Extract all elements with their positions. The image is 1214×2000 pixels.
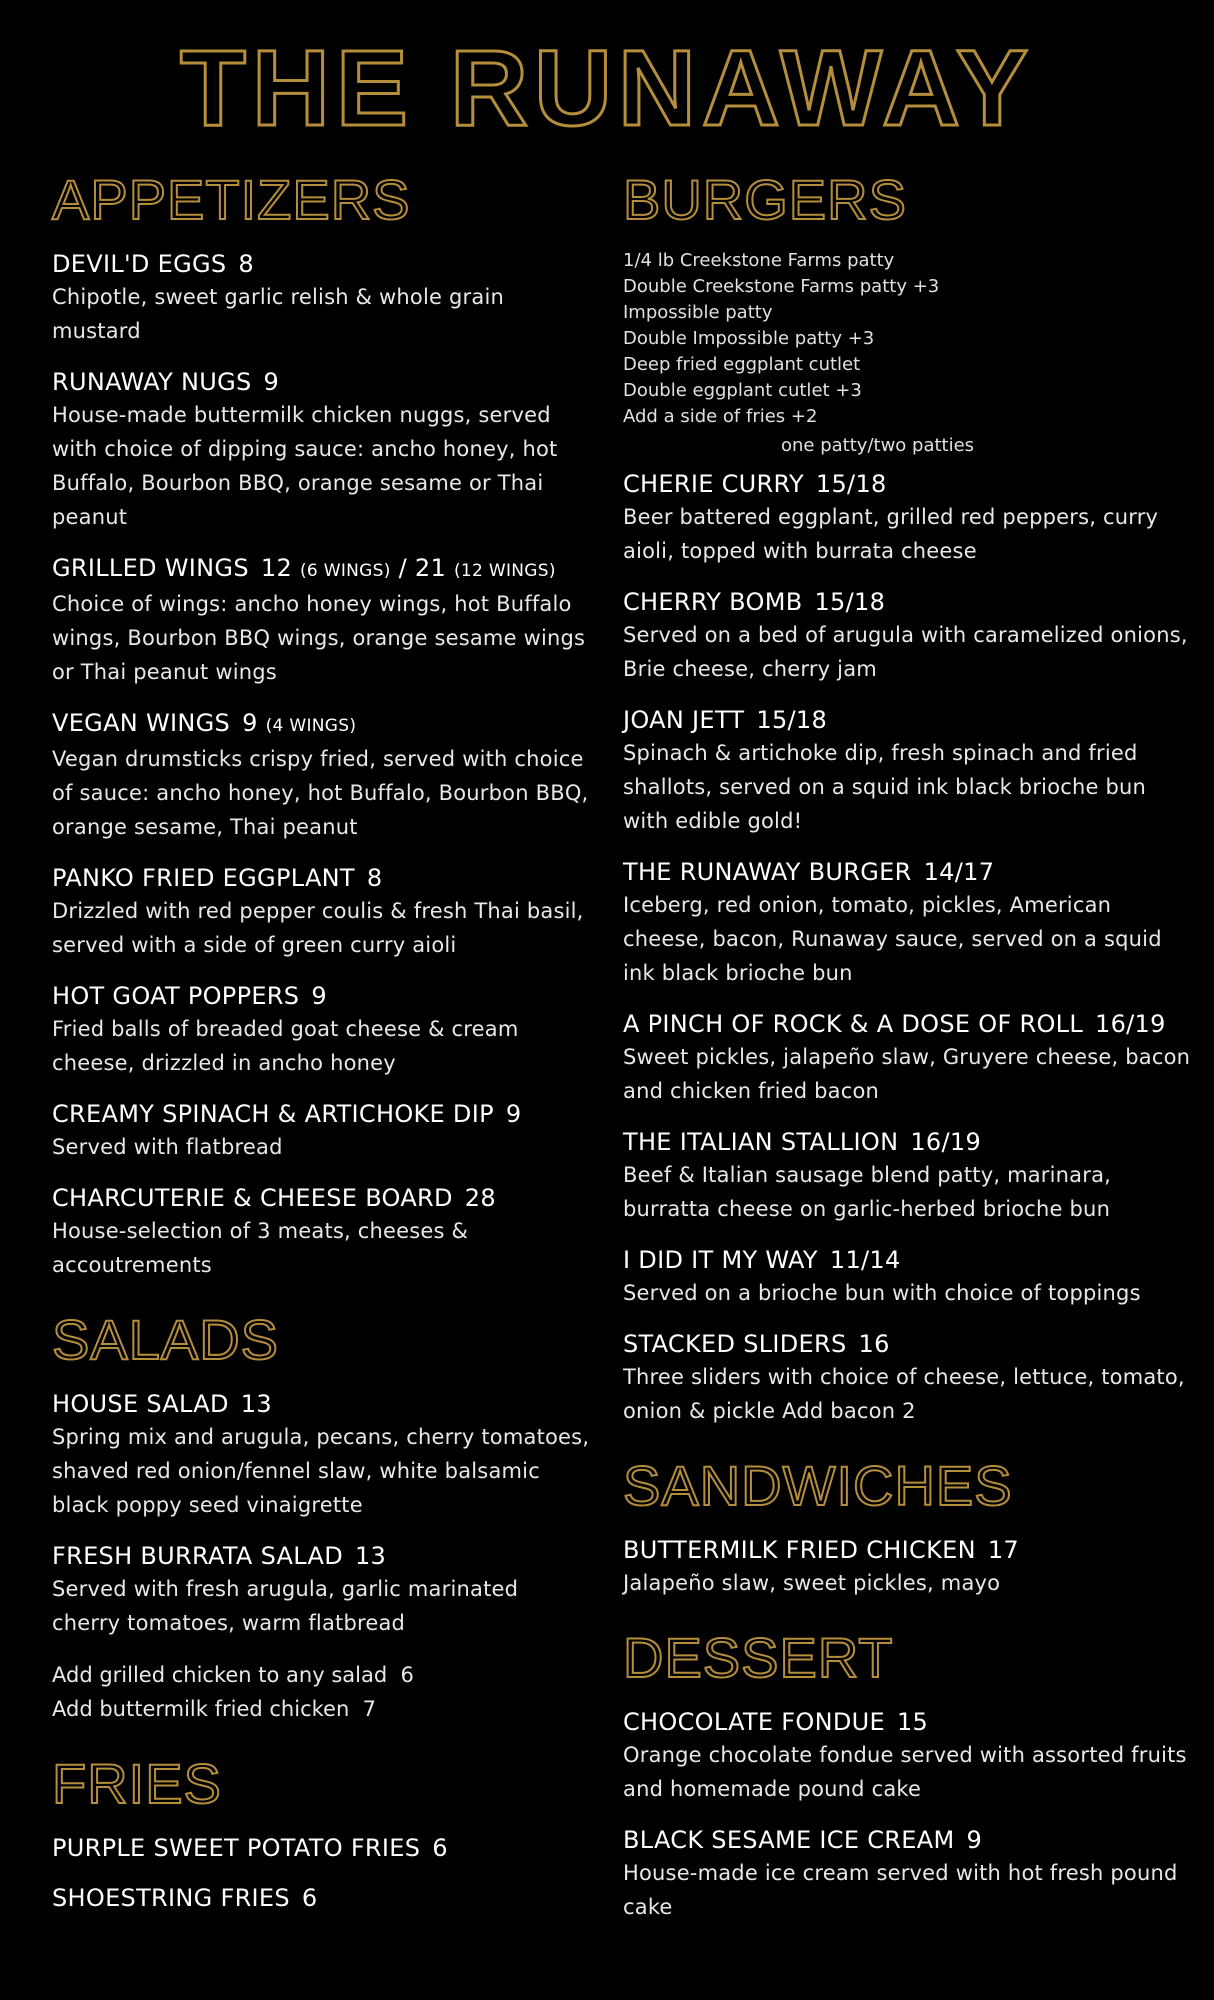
patty-option: Impossible patty bbox=[623, 302, 773, 323]
menu-item bbox=[623, 856, 1193, 990]
addon-line bbox=[52, 1658, 592, 1692]
addon-text: Add grilled chicken to any salad bbox=[52, 1663, 388, 1687]
item-name: THE RUNAWAY BURGER bbox=[623, 858, 912, 886]
menu-item bbox=[52, 707, 592, 844]
item-price: 6 bbox=[432, 1834, 448, 1862]
item-name: I DID IT MY WAY bbox=[623, 1246, 818, 1274]
item-name: CHARCUTERIE & CHEESE BOARD bbox=[52, 1184, 453, 1212]
menu-item bbox=[623, 1008, 1193, 1108]
item-price: 16/19 bbox=[1095, 1010, 1166, 1038]
section-heading-appetizers: APPETIZERS bbox=[52, 168, 411, 231]
patty-options bbox=[623, 248, 1193, 430]
item-description: Beef & Italian sausage blend patty, marinara, burratta cheese on garlic-herbed brioche bun bbox=[623, 1163, 1112, 1221]
item-name: SHOESTRING FRIES bbox=[52, 1884, 290, 1912]
item-description: Vegan drumsticks crispy fried, served with choice of sauce: ancho honey, hot Buffalo, Bourbon BBQ, orange sesame, Thai peanut bbox=[52, 747, 589, 839]
menu-item bbox=[623, 1126, 1193, 1226]
item-price: 11/14 bbox=[829, 1246, 901, 1274]
item-name: JOAN JETT bbox=[623, 706, 745, 734]
item-price: 9 bbox=[966, 1826, 983, 1854]
item-price: 15/18 bbox=[756, 706, 828, 734]
restaurant-title: THE RUNAWAY bbox=[179, 27, 1035, 148]
item-name: FRESH BURRATA SALAD bbox=[52, 1542, 343, 1570]
section-heading-salads: SALADS bbox=[52, 1308, 279, 1371]
item-note: (12 WINGS) bbox=[454, 561, 556, 581]
addon-text: Add buttermilk fried chicken bbox=[52, 1697, 350, 1721]
patty-option: 1/4 lb Creekstone Farms patty bbox=[623, 250, 895, 271]
item-description: Fried balls of breaded goat cheese & cream cheese, drizzled in ancho honey bbox=[52, 1017, 519, 1075]
menu-item bbox=[623, 1328, 1193, 1428]
item-name: STACKED SLIDERS bbox=[623, 1330, 847, 1358]
item-price: 16/19 bbox=[910, 1128, 982, 1156]
item-price: 13 bbox=[240, 1390, 272, 1418]
addon-line bbox=[52, 1692, 592, 1726]
item-name: THE ITALIAN STALLION bbox=[623, 1128, 899, 1156]
item-price: 13 bbox=[354, 1542, 387, 1570]
item-description: Jalapeño slaw, sweet pickles, mayo bbox=[623, 1571, 1001, 1595]
section-heading-fries: FRIES bbox=[52, 1752, 222, 1815]
menu-item bbox=[52, 366, 592, 534]
menu-item bbox=[52, 1882, 592, 1914]
item-price: 12 bbox=[260, 554, 293, 582]
item-name: CHERRY BOMB bbox=[623, 588, 803, 616]
item-name: CHOCOLATE FONDUE bbox=[623, 1708, 885, 1736]
menu-item bbox=[52, 980, 592, 1080]
item-description: Choice of wings: ancho honey wings, hot Buffalo wings, Bourbon BBQ wings, orange sesame wings or Thai peanut wings bbox=[52, 592, 586, 684]
item-name: BUTTERMILK FRIED CHICKEN bbox=[623, 1536, 976, 1564]
item-name: RUNAWAY NUGS bbox=[52, 368, 252, 396]
item-description: House-selection of 3 meats, cheeses & accoutrements bbox=[52, 1219, 469, 1277]
item-price: 8 bbox=[366, 864, 383, 892]
item-description: Spring mix and arugula, pecans, cherry tomatoes, shaved red onion/fennel slaw, white balsamic black poppy seed vinaigrette bbox=[52, 1425, 590, 1517]
menu-item bbox=[52, 248, 592, 348]
item-price: 6 bbox=[301, 1884, 318, 1912]
salad-addons bbox=[52, 1658, 592, 1726]
item-description: Spinach & artichoke dip, fresh spinach and fried shallots, served on a squid ink black brioche bun with edible gold! bbox=[623, 741, 1147, 833]
item-description: Served with flatbread bbox=[52, 1135, 283, 1159]
menu-item bbox=[52, 1098, 592, 1164]
item-price: 14/17 bbox=[923, 858, 995, 886]
item-price: 15 bbox=[896, 1708, 929, 1736]
item-price: 9 bbox=[263, 368, 280, 396]
item-name: BLACK SESAME ICE CREAM bbox=[623, 1826, 955, 1854]
item-description: Served with fresh arugula, garlic marinated cherry tomatoes, warm flatbread bbox=[52, 1577, 519, 1635]
right-column bbox=[623, 170, 1193, 1942]
addon-price: 6 bbox=[400, 1663, 414, 1687]
menu-item bbox=[623, 1244, 1193, 1310]
patty-option: Double eggplant cutlet +3 bbox=[623, 380, 862, 401]
item-price: 9 bbox=[311, 982, 327, 1010]
item-name: HOT GOAT POPPERS bbox=[52, 982, 300, 1010]
addon-price: 7 bbox=[362, 1697, 376, 1721]
menu-item bbox=[623, 1706, 1193, 1806]
menu-item bbox=[52, 1832, 592, 1864]
menu-item bbox=[623, 1824, 1193, 1924]
item-price: 28 bbox=[464, 1184, 496, 1212]
item-description: Served on a bed of arugula with caramelized onions, Brie cheese, cherry jam bbox=[623, 623, 1188, 681]
patty-option: Double Creekstone Farms patty +3 bbox=[623, 276, 940, 297]
item-name: VEGAN WINGS bbox=[52, 709, 231, 737]
menu-item bbox=[623, 1534, 1193, 1600]
item-description: Beer battered eggplant, grilled red peppers, curry aioli, topped with burrata cheese bbox=[623, 505, 1159, 563]
menu-item bbox=[52, 1388, 592, 1522]
menu-item bbox=[52, 1182, 592, 1282]
item-description: House-made buttermilk chicken nuggs, served with choice of dipping sauce: ancho honey, hot Buffalo, Bourbon BBQ, orange sesame or Thai peanut bbox=[52, 403, 558, 529]
section-heading-dessert: DESSERT bbox=[623, 1626, 894, 1689]
item-note: (6 WINGS) bbox=[299, 561, 391, 581]
item-description: Drizzled with red pepper coulis & fresh Thai basil, served with a side of green curry aioli bbox=[52, 899, 584, 957]
menu-item bbox=[52, 1540, 592, 1640]
item-price: 16 bbox=[858, 1330, 890, 1358]
section-heading-burgers: BURGERS bbox=[623, 168, 907, 231]
item-price: 15/18 bbox=[814, 588, 886, 616]
item-price-alt: / 21 bbox=[398, 554, 447, 582]
item-name: DEVIL'D EGGS bbox=[52, 250, 227, 278]
item-description: Orange chocolate fondue served with assorted fruits and homemade pound cake bbox=[623, 1743, 1187, 1801]
item-name: PANKO FRIED EGGPLANT bbox=[52, 864, 355, 892]
item-name: CREAMY SPINACH & ARTICHOKE DIP bbox=[52, 1100, 494, 1128]
patty-option: Deep fried eggplant cutlet bbox=[623, 354, 861, 375]
item-price: 9 bbox=[242, 709, 258, 737]
patty-option: Double Impossible patty +3 bbox=[623, 328, 875, 349]
item-description: House-made ice cream served with hot fresh pound cake bbox=[623, 1861, 1178, 1919]
menu-item bbox=[623, 586, 1193, 686]
item-price: 17 bbox=[987, 1536, 1019, 1564]
menu-item bbox=[623, 704, 1193, 838]
section-heading-sandwiches: SANDWICHES bbox=[623, 1454, 1013, 1517]
left-column bbox=[52, 170, 592, 1932]
item-description: Iceberg, red onion, tomato, pickles, American cheese, bacon, Runaway sauce, served on a squid ink black brioche bun bbox=[623, 893, 1162, 985]
item-description: Three sliders with choice of cheese, lettuce, tomato, onion & pickle Add bacon 2 bbox=[623, 1365, 1185, 1423]
menu-item bbox=[52, 862, 592, 962]
patty-option: Add a side of fries +2 bbox=[623, 406, 818, 427]
menu-item bbox=[623, 468, 1193, 568]
patty-note: one patty/two patties bbox=[781, 435, 975, 456]
item-name: GRILLED WINGS bbox=[52, 554, 249, 582]
item-price: 8 bbox=[238, 250, 254, 278]
item-name: CHERIE CURRY bbox=[623, 470, 804, 498]
menu-item bbox=[52, 552, 592, 689]
item-name: HOUSE SALAD bbox=[52, 1390, 229, 1418]
item-note: (4 WINGS) bbox=[265, 716, 357, 736]
item-description: Chipotle, sweet garlic relish & whole grain mustard bbox=[52, 285, 504, 343]
item-description: Sweet pickles, jalapeño slaw, Gruyere cheese, bacon and chicken fried bacon bbox=[623, 1045, 1191, 1103]
item-name: PURPLE SWEET POTATO FRIES bbox=[52, 1834, 421, 1862]
item-name: A PINCH OF ROCK & A DOSE OF ROLL bbox=[623, 1010, 1084, 1038]
item-price: 9 bbox=[505, 1100, 522, 1128]
item-description: Served on a brioche bun with choice of toppings bbox=[623, 1281, 1141, 1305]
item-price: 15/18 bbox=[815, 470, 887, 498]
